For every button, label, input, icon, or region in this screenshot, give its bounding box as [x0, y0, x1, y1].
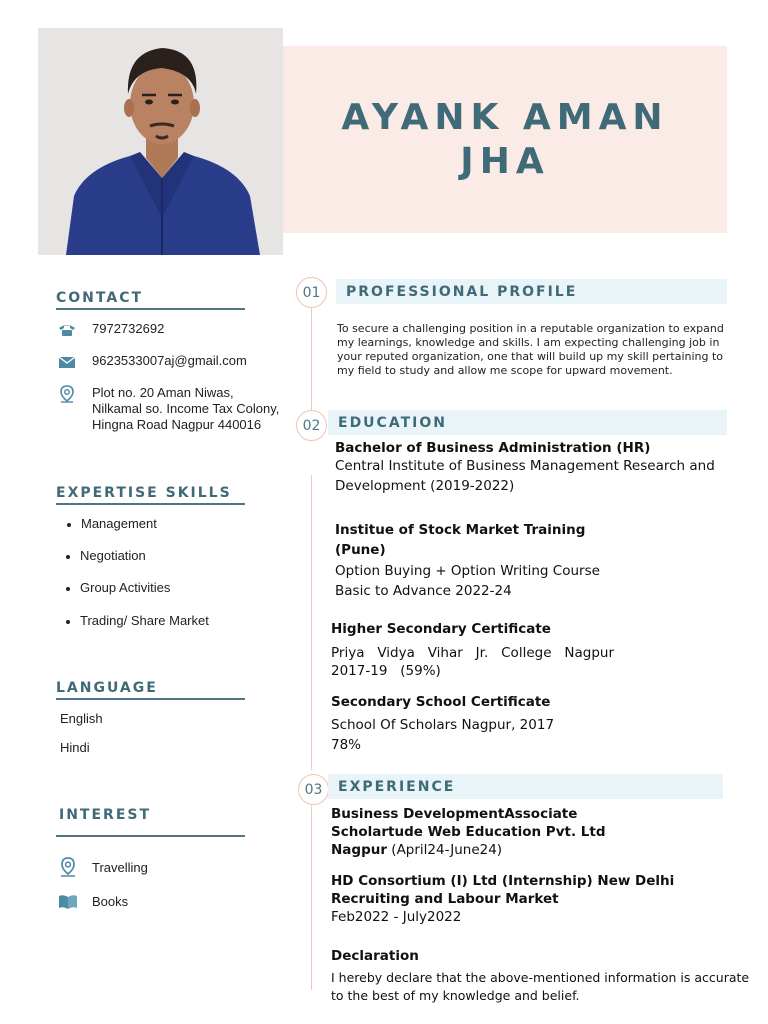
edu-title: Higher Secondary Certificate	[331, 621, 551, 637]
edu-title: Secondary School Certificate	[331, 694, 551, 710]
contact-divider	[56, 308, 245, 310]
profile-photo	[38, 28, 283, 255]
address-line-3: Hingna Road Nagpur 440016	[92, 417, 262, 432]
interest-heading: INTEREST	[59, 807, 152, 823]
experience-heading: EXPERIENCE	[328, 774, 723, 799]
declaration-text: to the best of my knowledge and belief.	[331, 988, 580, 1003]
language-item: Hindi	[60, 740, 90, 755]
edu-detail: 78%	[331, 737, 362, 753]
edu-detail: School Of Scholars Nagpur, 2017	[331, 717, 555, 733]
name-line-1: AYANK AMAN	[341, 96, 669, 138]
edu-title: Bachelor of Business Administration (HR)	[335, 440, 651, 456]
profile-text: To secure a challenging position in a reputable organization to expand my learnings, knowledge and skills. I am expecting challenging job in your reputed organization, one that will build up my skill pertaining to my field to study and allow me scope for upward movement.	[337, 322, 724, 377]
contact-heading: CONTACT	[56, 290, 144, 306]
declaration-heading: Declaration	[331, 948, 419, 964]
skill-item: Trading/ Share Market	[66, 613, 209, 628]
location-pin-icon	[58, 857, 78, 877]
address-line-2: Nilkamal so. Income Tax Colony,	[92, 401, 280, 416]
skill-item: Management	[67, 516, 157, 531]
edu-detail: Central Institute of Business Management Research and	[335, 458, 715, 474]
interest-divider	[56, 835, 245, 837]
job-dates: Feb2022 - July2022	[331, 909, 462, 925]
education-heading: EDUCATION	[328, 410, 727, 435]
interest-label: Books	[92, 893, 129, 909]
edu-title: (Pune)	[335, 542, 386, 558]
skills-divider	[56, 503, 245, 505]
language-item: English	[60, 711, 103, 726]
edu-detail: Basic to Advance 2022-24	[335, 583, 512, 599]
edu-title: Institue of Stock Market Training	[335, 522, 586, 538]
timeline-line	[311, 805, 312, 990]
phone-text: 7972732692	[92, 321, 165, 336]
skill-item: Negotiation	[66, 548, 146, 563]
phone-icon	[58, 321, 76, 339]
skills-heading: EXPERTISE SKILLS	[56, 485, 232, 501]
email-text: 9623533007aj@gmail.com	[92, 353, 247, 368]
contact-phone	[58, 321, 164, 339]
job-location-dates: Nagpur (April24-June24)	[331, 842, 503, 858]
location-pin-icon	[58, 385, 76, 403]
section-number: 01	[296, 277, 327, 308]
job-title: Business DevelopmentAssociate	[331, 806, 578, 822]
contact-email	[58, 353, 247, 371]
timeline-line	[311, 303, 312, 413]
timeline-line	[311, 475, 312, 770]
job-company: Recruiting and Labour Market	[331, 891, 559, 907]
interest-item-books	[58, 891, 128, 911]
declaration-text: I hereby declare that the above-mentioned information is accurate	[331, 970, 750, 985]
language-heading: LANGUAGE	[56, 680, 158, 696]
edu-detail: Option Buying + Option Writing Course	[335, 563, 600, 579]
job-title: HD Consortium (I) Ltd (Internship) New Delhi	[331, 873, 675, 889]
section-number: 03	[298, 774, 329, 805]
address-text	[92, 385, 279, 433]
interest-label: Travelling	[92, 859, 148, 875]
book-icon	[58, 891, 78, 911]
edu-detail: Development (2019-2022)	[335, 478, 515, 494]
language-divider	[56, 698, 245, 700]
edu-detail: Priya Vidya Vihar Jr. College Nagpur	[331, 645, 614, 661]
name-banner	[283, 46, 727, 233]
skill-item: Group Activities	[66, 580, 170, 595]
name-line-2: JHA	[460, 140, 550, 182]
contact-address	[58, 385, 279, 433]
section-number: 02	[296, 410, 327, 441]
mail-icon	[58, 353, 76, 371]
address-line-1: Plot no. 20 Aman Niwas,	[92, 385, 234, 400]
job-company: Scholartude Web Education Pvt. Ltd	[331, 824, 606, 840]
edu-detail: 2017-19 (59%)	[331, 663, 441, 679]
interest-item-travelling	[58, 857, 148, 877]
profile-heading: PROFESSIONAL PROFILE	[336, 279, 727, 304]
